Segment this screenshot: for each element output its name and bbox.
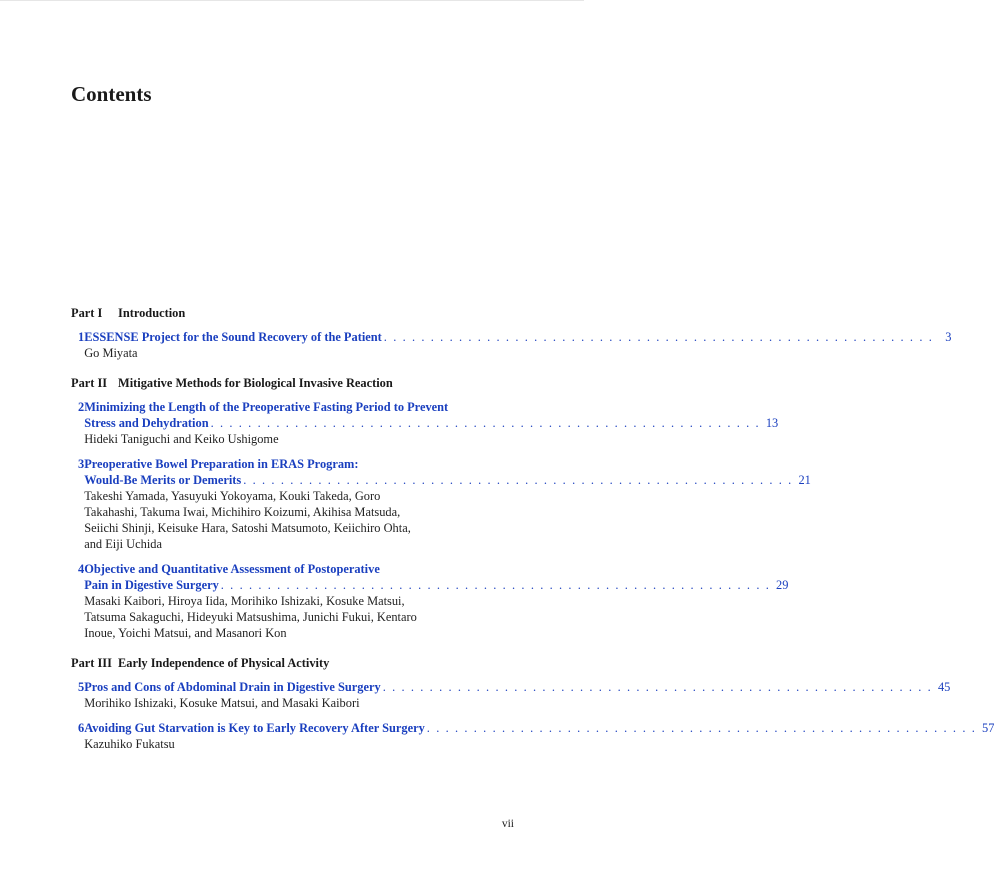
chapter-title-text: Pros and Cons of Abdominal Drain in Digestive Surgery [84, 680, 381, 694]
toc-entry[interactable] [71, 561, 789, 641]
chapter-authors: Takahashi, Takuma Iwai, Michihiro Koizumi, Akihisa Matsuda, [84, 505, 401, 519]
chapter-page-number[interactable]: 45 [937, 680, 951, 694]
chapter-title-text: Preoperative Bowel Preparation in ERAS Program: [84, 457, 359, 471]
dot-leader [384, 329, 934, 345]
chapter-authors: Takeshi Yamada, Yasuyuki Yokoyama, Kouki Takeda, Goro [84, 489, 381, 503]
chapter-title-link[interactable] [84, 472, 811, 488]
chapter-authors: Masaki Kaibori, Hiroya Iida, Morihiko Ishizaki, Kosuke Matsui, [84, 594, 405, 608]
page-title: Contents [71, 82, 152, 106]
dot-leader [243, 472, 793, 488]
chapter-authors: Seiichi Shinji, Keisuke Hara, Satoshi Matsumoto, Keiichiro Ohta, [84, 521, 411, 535]
chapter-authors: Hideki Taniguchi and Keiko Ushigome [84, 432, 279, 446]
part-heading [71, 375, 515, 391]
chapter-title-link[interactable] [84, 329, 951, 345]
chapter-number: 5 [78, 680, 85, 694]
part-heading [71, 655, 515, 671]
chapter-title-text: ESSENSE Project for the Sound Recovery of the Patient [84, 330, 382, 344]
part-heading [71, 305, 515, 321]
chapter-authors: Tatsuma Sakaguchi, Hideyuki Matsushima, Junichi Fukui, Kentaro [84, 610, 417, 624]
chapter-title-link[interactable] [84, 561, 788, 577]
chapter-title-link[interactable] [84, 399, 778, 415]
dot-leader [211, 415, 761, 431]
part-label: Part III [71, 656, 112, 670]
chapter-number: 1 [78, 330, 85, 344]
page-number-footer: vii [501, 818, 514, 830]
chapter-title-link[interactable] [84, 720, 994, 736]
chapter-authors: Inoue, Yoichi Matsui, and Masanori Kon [84, 626, 287, 640]
part-label: Part II [71, 376, 108, 390]
chapter-authors: Morihiko Ishizaki, Kosuke Matsui, and Masaki Kaibori [84, 696, 360, 710]
toc-entry[interactable] [71, 720, 994, 752]
toc-entry[interactable] [71, 329, 952, 361]
chapter-authors: and Eiji Uchida [84, 537, 162, 551]
chapter-title-text: Avoiding Gut Starvation is Key to Early Recovery After Surgery [84, 721, 425, 735]
chapter-number: 3 [78, 457, 85, 471]
chapter-title-link[interactable] [84, 415, 778, 431]
chapter-authors: Go Miyata [84, 346, 138, 360]
chapter-title-text: Objective and Quantitative Assessment of Postoperative [84, 562, 380, 576]
chapter-page-number[interactable]: 3 [945, 330, 952, 344]
dot-leader [221, 577, 771, 593]
part-label: Part I [71, 306, 103, 320]
dot-leader [383, 679, 933, 695]
toc-entry[interactable] [71, 679, 951, 711]
chapter-title-link[interactable] [84, 679, 950, 695]
chapter-title-link[interactable] [84, 577, 788, 593]
chapter-page-number[interactable]: 21 [798, 473, 811, 487]
chapter-title-link[interactable] [84, 456, 811, 472]
chapter-number: 6 [78, 721, 85, 735]
chapter-page-number[interactable]: 29 [776, 578, 789, 592]
chapter-title-text: Stress and Dehydration [84, 416, 209, 430]
toc-entry[interactable] [71, 456, 811, 552]
chapter-title-text: Would-Be Merits or Demerits [84, 473, 242, 487]
chapter-number: 2 [78, 400, 85, 414]
toc-entry[interactable] [71, 399, 779, 447]
chapter-page-number[interactable]: 57 [982, 721, 994, 735]
top-rule [0, 0, 584, 1]
chapter-page-number[interactable]: 13 [765, 416, 779, 430]
part-title: Early Independence of Physical Activity [118, 656, 330, 670]
part-title: Mitigative Methods for Biological Invasive Reaction [118, 376, 393, 390]
dot-leader [427, 720, 977, 736]
chapter-title-text: Minimizing the Length of the Preoperative Fasting Period to Prevent [84, 400, 449, 414]
chapter-authors: Kazuhiko Fukatsu [84, 737, 175, 751]
part-title: Introduction [118, 306, 186, 320]
chapter-number: 4 [78, 562, 85, 576]
chapter-title-text: Pain in Digestive Surgery [84, 578, 219, 592]
table-of-contents [71, 305, 994, 761]
